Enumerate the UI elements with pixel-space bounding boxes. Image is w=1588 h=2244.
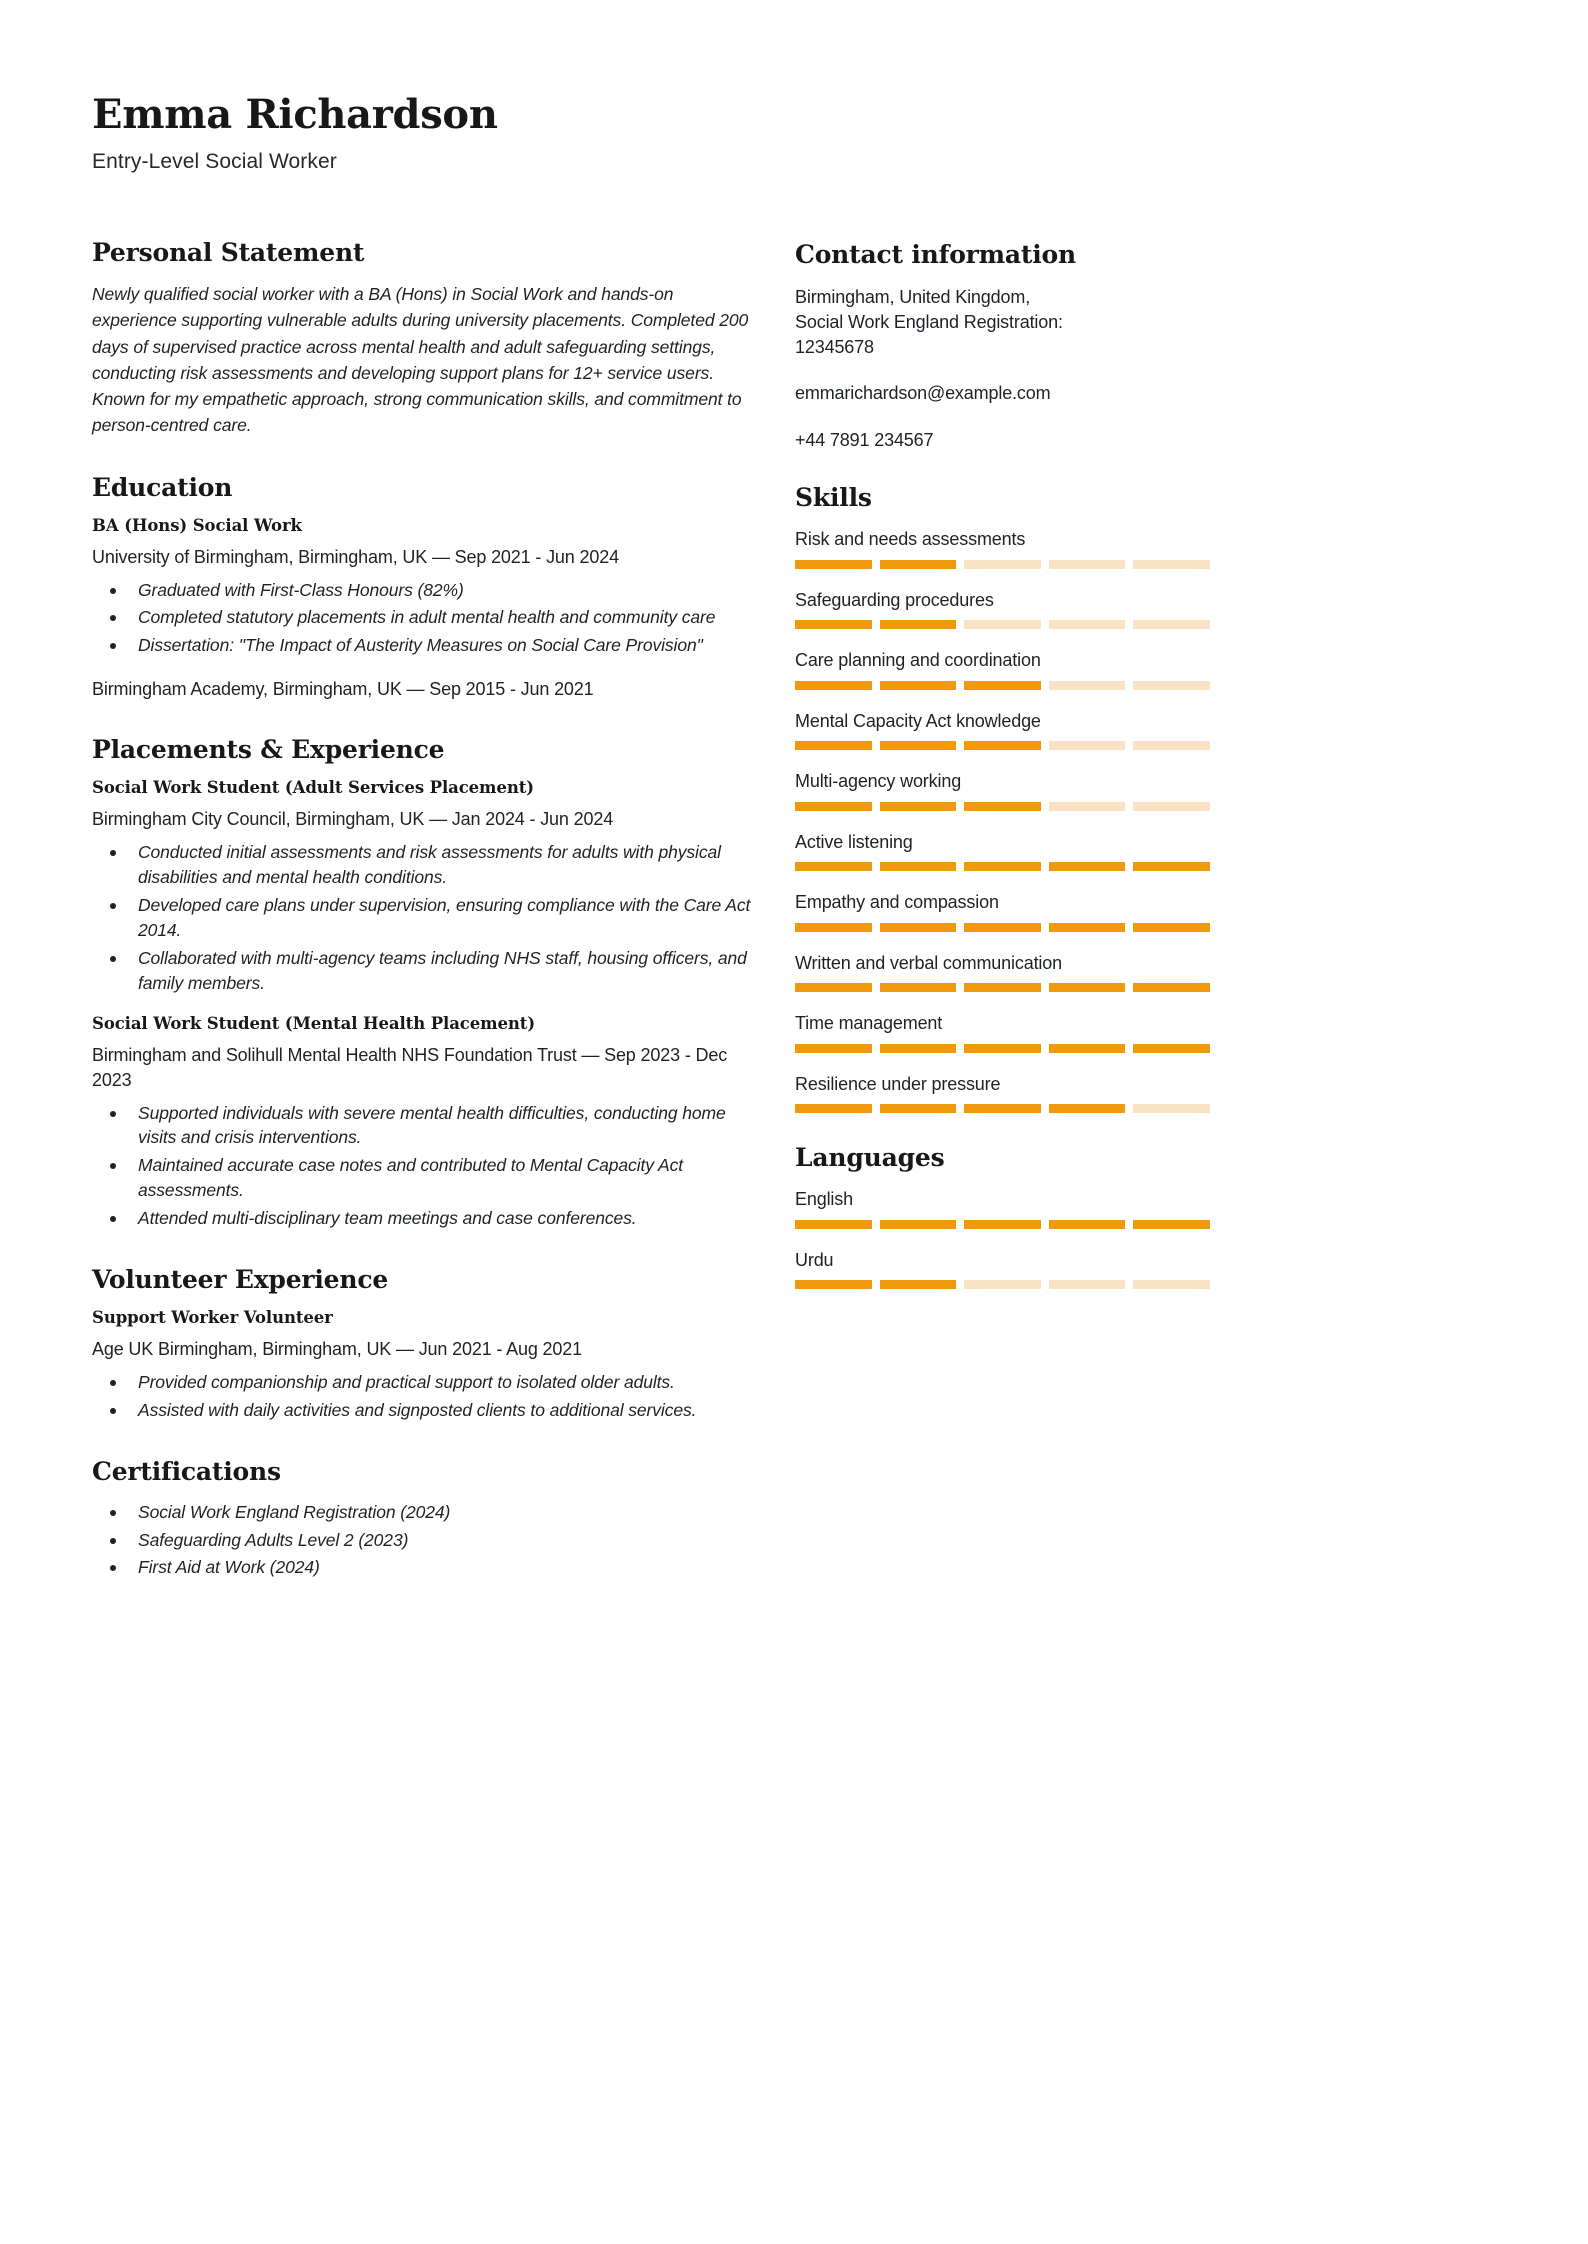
skill-rating-segment xyxy=(795,802,872,811)
skill-label: Empathy and compassion xyxy=(795,892,999,913)
language-rating-segment xyxy=(1133,1280,1210,1289)
language-rating-segment xyxy=(964,1220,1041,1229)
entry-bullet-list xyxy=(96,1370,757,1423)
skill-label: Written and verbal communication xyxy=(795,952,1062,973)
entry-bullet: Collaborated with multi-agency teams including NHS staff, housing officers, and family members. xyxy=(96,946,757,996)
skill-rating-bars xyxy=(795,802,1210,811)
entry-bullet-list xyxy=(96,1101,757,1231)
skill-rating-segment xyxy=(1133,620,1210,629)
contact-details xyxy=(795,285,1210,453)
language-rating-segment xyxy=(880,1220,957,1229)
skill-rating-segment xyxy=(880,923,957,932)
skill-rating-segment xyxy=(795,681,872,690)
skill-rating-segment xyxy=(1049,923,1126,932)
skill-rating-segment xyxy=(964,862,1041,871)
skill-label: Safeguarding procedures xyxy=(795,589,994,610)
language-row xyxy=(795,1249,1210,1290)
skill-rating-segment xyxy=(880,1104,957,1113)
entry-meta: University of Birmingham, Birmingham, UK — Sep 2021 - Jun 2024 xyxy=(92,546,619,567)
entry-bullet: Completed statutory placements in adult mental health and community care xyxy=(96,605,757,630)
skill-row xyxy=(795,952,1210,993)
skill-rating-segment xyxy=(1133,983,1210,992)
entry-bullet: Graduated with First-Class Honours (82%) xyxy=(96,578,757,603)
skill-rating-segment xyxy=(964,983,1041,992)
section-title-personal-statement: Personal Statement xyxy=(92,238,365,267)
certifications-list xyxy=(96,1500,757,1581)
section-title-contact-information: Contact information xyxy=(795,240,1076,269)
skill-rating-segment xyxy=(1133,1104,1210,1113)
skill-rating-segment xyxy=(1133,681,1210,690)
certification-item: First Aid at Work (2024) xyxy=(96,1555,757,1580)
skill-rating-bars xyxy=(795,741,1210,750)
entry-title: Support Worker Volunteer xyxy=(92,1307,333,1327)
skill-rating-segment xyxy=(1133,862,1210,871)
skill-rating-segment xyxy=(964,560,1041,569)
language-rating-bars xyxy=(795,1280,1210,1289)
skill-rating-segment xyxy=(795,620,872,629)
side-column xyxy=(795,238,1210,1319)
skill-rating-segment xyxy=(795,741,872,750)
certification-item: Safeguarding Adults Level 2 (2023) xyxy=(96,1528,757,1553)
entry-bullet: Developed care plans under supervision, ensuring compliance with the Care Act 2014. xyxy=(96,893,757,943)
skill-rating-segment xyxy=(1133,802,1210,811)
entry-bullet-list xyxy=(96,578,757,659)
entry-meta: Birmingham and Solihull Mental Health NHS Foundation Trust — Sep 2023 - Dec 2023 xyxy=(92,1045,728,1090)
skill-rating-segment xyxy=(1049,560,1126,569)
skill-rating-bars xyxy=(795,1044,1210,1053)
skill-rating-segment xyxy=(880,862,957,871)
skill-label: Risk and needs assessments xyxy=(795,529,1026,550)
skill-rating-segment xyxy=(795,1104,872,1113)
skill-row xyxy=(795,1073,1210,1114)
contact-email[interactable]: emmarichardson@example.com xyxy=(795,383,1051,404)
skill-rating-segment xyxy=(1049,741,1126,750)
skill-label: Time management xyxy=(795,1013,943,1034)
skill-rating-bars xyxy=(795,681,1210,690)
skill-rating-segment xyxy=(795,862,872,871)
skill-row xyxy=(795,528,1210,569)
section-title-certifications: Certifications xyxy=(92,1456,281,1486)
main-column xyxy=(92,238,757,1614)
entry-bullet: Attended multi-disciplinary team meetings and case conferences. xyxy=(96,1206,757,1231)
skill-rating-segment xyxy=(880,983,957,992)
skill-row xyxy=(795,891,1210,932)
skill-rating-segment xyxy=(964,741,1041,750)
section-title-education: Education xyxy=(92,472,233,502)
skill-row xyxy=(795,710,1210,751)
entry-bullet: Dissertation: "The Impact of Austerity Measures on Social Care Provision" xyxy=(96,633,757,658)
skill-rating-segment xyxy=(795,923,872,932)
skill-rating-bars xyxy=(795,923,1210,932)
resume-entry xyxy=(92,677,757,701)
entry-meta: Birmingham Academy, Birmingham, UK — Sep 2015 - Jun 2021 xyxy=(92,679,594,700)
entry-title: Social Work Student (Adult Services Placement) xyxy=(92,778,534,798)
language-rating-segment xyxy=(880,1280,957,1289)
section-title-volunteer: Volunteer Experience xyxy=(92,1264,389,1294)
resume-header xyxy=(92,92,1510,174)
skill-rating-segment xyxy=(1049,802,1126,811)
skill-label: Care planning and coordination xyxy=(795,650,1041,671)
resume-entry xyxy=(92,778,757,995)
education-entries xyxy=(92,516,757,702)
skill-rating-segment xyxy=(1049,983,1126,992)
entry-bullet: Maintained accurate case notes and contributed to Mental Capacity Act assessments. xyxy=(96,1153,757,1203)
skill-label: Mental Capacity Act knowledge xyxy=(795,710,1041,731)
volunteer-entries xyxy=(92,1308,757,1423)
language-row xyxy=(795,1188,1210,1229)
resume-entry xyxy=(92,1014,757,1230)
skill-rating-segment xyxy=(880,681,957,690)
skill-row xyxy=(795,770,1210,811)
resume-entry xyxy=(92,1308,757,1423)
contact-location-line: Social Work England Registration: xyxy=(795,311,1063,332)
skill-rating-segment xyxy=(1049,620,1126,629)
skill-rating-segment xyxy=(795,983,872,992)
language-rating-segment xyxy=(795,1220,872,1229)
skill-rating-segment xyxy=(795,560,872,569)
language-rating-segment xyxy=(795,1280,872,1289)
skill-rating-segment xyxy=(964,1044,1041,1053)
contact-phone[interactable]: +44 7891 234567 xyxy=(795,430,934,451)
section-title-skills: Skills xyxy=(795,483,872,513)
entry-bullet: Supported individuals with severe mental health difficulties, conducting home visits and crisis interventions. xyxy=(96,1101,757,1151)
skill-rating-segment xyxy=(880,560,957,569)
skill-rating-segment xyxy=(1049,1104,1126,1113)
experience-entries xyxy=(92,778,757,1231)
entry-meta: Birmingham City Council, Birmingham, UK — Jan 2024 - Jun 2024 xyxy=(92,809,614,830)
skill-row xyxy=(795,1012,1210,1053)
entry-bullet-list xyxy=(96,840,757,995)
language-rating-segment xyxy=(1133,1220,1210,1229)
skill-rating-segment xyxy=(1133,560,1210,569)
skill-rating-segment xyxy=(880,620,957,629)
entry-title: BA (Hons) Social Work xyxy=(92,515,302,535)
section-title-experience: Placements & Experience xyxy=(92,735,445,765)
candidate-name: Emma Richardson xyxy=(92,91,498,138)
entry-title: Social Work Student (Mental Health Placement) xyxy=(92,1014,536,1034)
language-label: Urdu xyxy=(795,1249,834,1270)
contact-location-block xyxy=(795,285,1210,359)
section-certifications xyxy=(92,1457,757,1581)
language-rating-segment xyxy=(964,1280,1041,1289)
resume-entry xyxy=(92,516,757,659)
skill-label: Active listening xyxy=(795,831,913,852)
skill-label: Resilience under pressure xyxy=(795,1073,1001,1094)
skill-rating-segment xyxy=(1049,862,1126,871)
entry-bullet: Provided companionship and practical support to isolated older adults. xyxy=(96,1370,757,1395)
language-rating-bars xyxy=(795,1220,1210,1229)
contact-location-line: 12345678 xyxy=(795,336,874,357)
skill-rating-segment xyxy=(1049,681,1126,690)
certification-item: Social Work England Registration (2024) xyxy=(96,1500,757,1525)
skill-rating-segment xyxy=(964,681,1041,690)
skill-rating-segment xyxy=(1133,741,1210,750)
skill-rating-segment xyxy=(1049,1044,1126,1053)
skill-rating-segment xyxy=(964,1104,1041,1113)
skill-rating-bars xyxy=(795,620,1210,629)
skill-rating-segment xyxy=(795,1044,872,1053)
section-volunteer xyxy=(92,1265,757,1423)
skill-rating-bars xyxy=(795,862,1210,871)
section-experience xyxy=(92,735,757,1231)
skill-rating-segment xyxy=(880,1044,957,1053)
skill-rating-segment xyxy=(1133,1044,1210,1053)
section-languages xyxy=(795,1143,1210,1289)
section-education xyxy=(92,473,757,702)
skill-rating-segment xyxy=(964,620,1041,629)
section-title-languages: Languages xyxy=(795,1143,945,1173)
language-rating-segment xyxy=(1049,1220,1126,1229)
section-personal-statement xyxy=(92,238,757,439)
section-contact-information xyxy=(795,240,1210,453)
skill-rating-bars xyxy=(795,983,1210,992)
candidate-job-title: Entry-Level Social Worker xyxy=(92,150,337,173)
entry-bullet: Assisted with daily activities and signposted clients to additional services. xyxy=(96,1398,757,1423)
skill-rating-segment xyxy=(964,802,1041,811)
skill-row xyxy=(795,649,1210,690)
personal-statement-text: Newly qualified social worker with a BA (Hons) in Social Work and hands-on experience supporting vulnerable adults during university placements. Completed 200 days of supervised practice across mental health and adult safeguarding settings, conducting risk assessments and developing support plans for 12+ service users. Known for my empathetic approach, strong communication skills, and commitment to person-centred care. xyxy=(92,284,749,436)
skill-rating-segment xyxy=(1133,923,1210,932)
skill-rating-bars xyxy=(795,560,1210,569)
skill-rating-segment xyxy=(880,741,957,750)
contact-location-line: Birmingham, United Kingdom, xyxy=(795,287,1031,307)
skills-list xyxy=(795,528,1210,1113)
language-label: English xyxy=(795,1189,853,1210)
section-skills xyxy=(795,483,1210,1113)
skill-row xyxy=(795,831,1210,872)
language-rating-segment xyxy=(1049,1280,1126,1289)
entry-bullet: Conducted initial assessments and risk assessments for adults with physical disabilities and mental health conditions. xyxy=(96,840,757,890)
languages-list xyxy=(795,1188,1210,1289)
resume-columns xyxy=(92,238,1510,1614)
skill-rating-segment xyxy=(880,802,957,811)
skill-label: Multi-agency working xyxy=(795,771,962,792)
skill-rating-segment xyxy=(964,923,1041,932)
skill-rating-bars xyxy=(795,1104,1210,1113)
entry-meta: Age UK Birmingham, Birmingham, UK — Jun 2021 - Aug 2021 xyxy=(92,1338,582,1359)
skill-row xyxy=(795,589,1210,630)
